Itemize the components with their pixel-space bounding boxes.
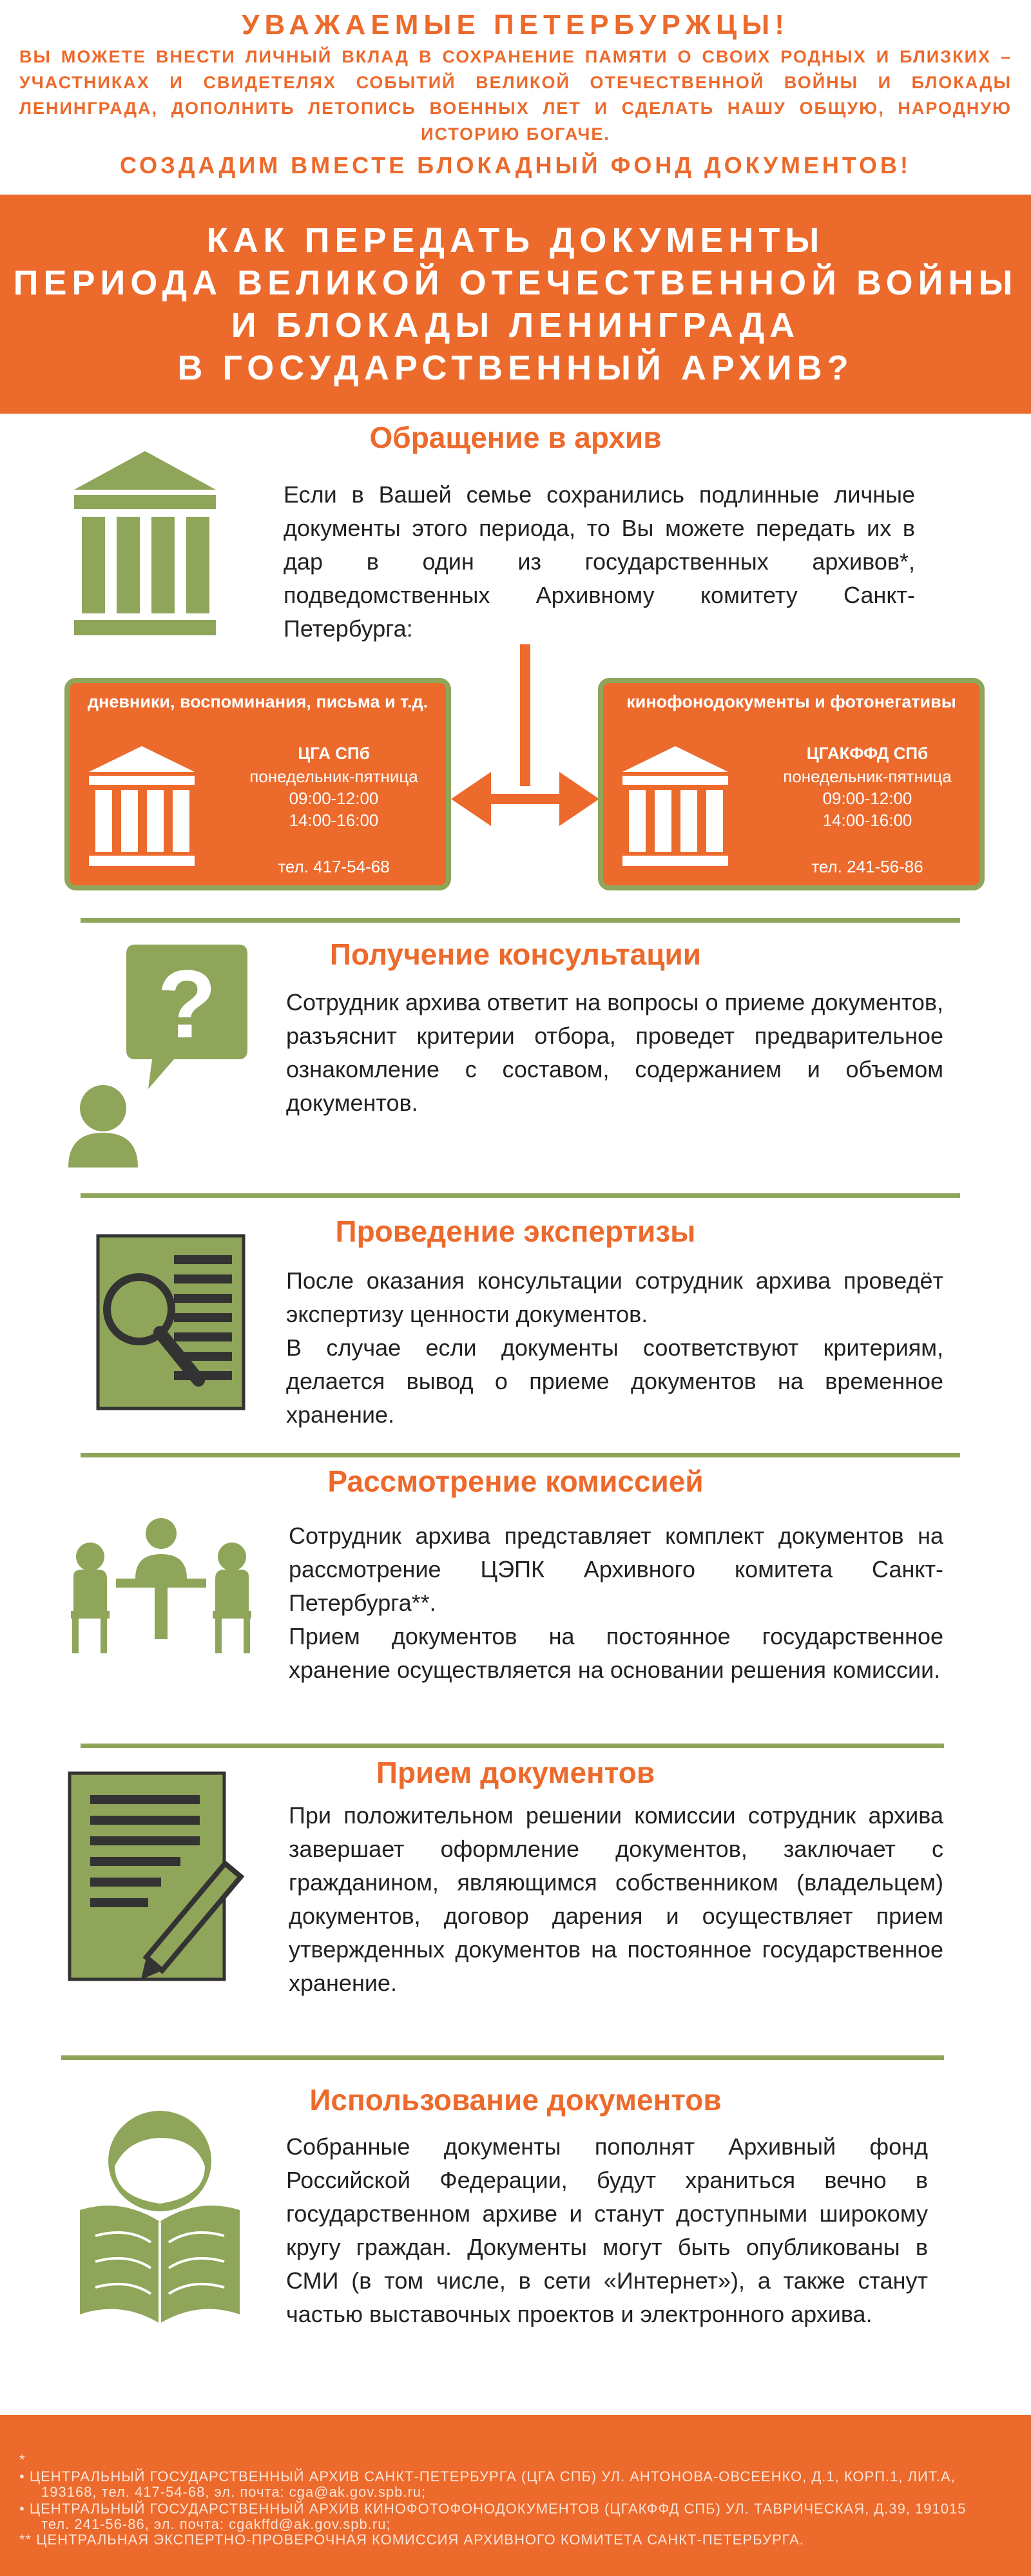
footer-notes: [0, 2415, 1031, 2576]
archive-days: понедельник-пятница: [249, 767, 418, 786]
step1-title: Обращение в архив: [369, 421, 662, 454]
divider: [61, 2055, 944, 2060]
step5-title: Прием документов: [376, 1756, 655, 1789]
intro-call: СОЗДАДИМ ВМЕСТЕ БЛОКАДНЫЙ ФОНД ДОКУМЕНТОВ!: [120, 152, 911, 178]
archive-card-cga: [64, 678, 451, 890]
footer-note-cgakffd: • ЦЕНТРАЛЬНЫЙ ГОСУДАРСТВЕННЫЙ АРХИВ КИНОФОТОФОНОДОКУМЕНТОВ (ЦГАКФФД СПБ) УЛ. ТАВРИЧЕСКАЯ, Д.39, 191015: [19, 2501, 967, 2517]
step5-text: При положительном решении комиссии сотрудник архива завершает оформление документов, заключает с гражданином, являющимся собственником (владельцем) документов, договор дарения и осуществляет прием утвержденных документов на постоянное государственное хранение.: [289, 1802, 943, 1996]
intro-section: [0, 0, 1031, 193]
banner-line-4: В ГОСУДАРСТВЕННЫЙ АРХИВ?: [177, 349, 854, 387]
commission-meeting-icon: [64, 1514, 258, 1656]
split-arrow-icon: [451, 644, 599, 838]
divider: [81, 1453, 960, 1457]
archive-category: дневники, воспоминания, письма и т.д.: [87, 692, 429, 711]
archive-days: понедельник-пятница: [783, 767, 952, 786]
divider: [81, 1744, 944, 1748]
archive-name: ЦГАКФФД СПб: [806, 744, 929, 763]
archive-category: кинофонодокументы и фотонегативы: [626, 692, 956, 711]
title-banner: [0, 195, 1031, 414]
archive-name: ЦГА СПб: [298, 744, 370, 763]
archive-building-icon: [68, 445, 222, 651]
banner-line-3: И БЛОКАДЫ ЛЕНИНГРАДА: [231, 306, 800, 345]
step4-title: Рассмотрение комиссией: [327, 1465, 704, 1498]
archive-card-cgakffd: [598, 678, 985, 890]
archive-phone: тел. 241-56-86: [811, 857, 923, 876]
archive-building-icon: [617, 742, 733, 871]
step4-text: [289, 1519, 943, 1687]
step3-text: [286, 1264, 943, 1432]
banner-line-2: ПЕРИОДА ВЕЛИКОЙ ОТЕЧЕСТВЕННОЙ ВОЙНЫ: [13, 264, 1018, 302]
step3-text-2: В случае если документы соответствуют критериям, делается вывод о приеме документов на временное хранение.: [286, 1334, 943, 1428]
footer-note-cga: • ЦЕНТРАЛЬНЫЙ ГОСУДАРСТВЕННЫЙ АРХИВ САНКТ-ПЕТЕРБУРГА (ЦГА СПБ) УЛ. АНТОНОВА-ОВСЕЕНКО, Д.1, КОРП.1, ЛИТ.А,: [19, 2468, 956, 2485]
step4-text-2: Прием документов на постоянное государственное хранение осуществляется на основании решения комиссии.: [289, 1623, 943, 1683]
footer-star: *: [19, 2452, 26, 2468]
step6-text: Собранные документы пополнят Архивный фонд Российской Федерации, будут храниться вечно в государственном архиве и станут доступными широкому кругу граждан. Документы могут быть опубликованы в СМИ (в том числе, в сети «Интернет»), а также станут частью выставочных проектов и электронного архива.: [286, 2133, 928, 2327]
step6-title: Использование документов: [309, 2083, 722, 2117]
step4-text-1: Сотрудник архива представляет комплект документов на рассмотрение ЦЭПК Архивного комитета Санкт-Петербурга**.: [289, 1523, 943, 1616]
archive-hours-morning: 09:00-12:00: [289, 789, 379, 808]
archive-hours-afternoon: 14:00-16:00: [289, 811, 379, 830]
footer-note-cgakffd-contacts: тел. 241-56-86, эл. почта: cgakffd@ak.gov.spb.ru;: [41, 2516, 391, 2532]
divider: [81, 918, 960, 923]
consultation-question-icon: [64, 941, 251, 1173]
document-signing-icon: [64, 1769, 258, 1988]
step1-text: Если в Вашей семье сохранились подлинные личные документы этого периода, то Вы можете передать их в дар в один из государственных архивов*, подведомственных Архивному комитету Санкт-Петербурга:: [284, 481, 915, 642]
archive-building-icon: [84, 742, 200, 871]
banner-title: [0, 219, 1031, 389]
archive-hours-afternoon: 14:00-16:00: [822, 811, 912, 830]
step2-title: Получение консультации: [329, 937, 702, 971]
reader-book-icon: [76, 2107, 244, 2326]
footer-note-cepk: ** ЦЕНТРАЛЬНАЯ ЭКСПЕРТНО-ПРОВЕРОЧНАЯ КОМИССИЯ АРХИВНОГО КОМИТЕТА САНКТ-ПЕТЕРБУРГА.: [19, 2532, 804, 2548]
document-magnifier-icon: [90, 1232, 251, 1412]
intro-heading: УВАЖАЕМЫЕ ПЕТЕРБУРЖЦЫ!: [242, 9, 789, 41]
step3-text-1: После оказания консультации сотрудник архива проведёт экспертизу ценности документов.: [286, 1267, 943, 1327]
archive-phone: тел. 417-54-68: [278, 857, 390, 876]
svg-text:?: ?: [157, 950, 217, 1058]
intro-text: ВЫ МОЖЕТЕ ВНЕСТИ ЛИЧНЫЙ ВКЛАД В СОХРАНЕНИЕ ПАМЯТИ О СВОИХ РОДНЫХ И БЛИЗКИХ – УЧАСТНИКАХ И СВИДЕТЕЛЯХ СОБЫТИЙ ВЕЛИКОЙ ОТЕЧЕСТВЕННОЙ ВОЙНЫ И БЛОКАДЫ ЛЕНИНГРАДА, ДОПОЛНИТЬ ЛЕТОПИСЬ ВОЕННЫХ ЛЕТ И СДЕЛАТЬ НАШУ ОБЩУЮ, НАРОДНУЮ ИСТОРИЮ БОГАЧЕ.: [19, 47, 1012, 144]
banner-line-1: КАК ПЕРЕДАТЬ ДОКУМЕНТЫ: [206, 221, 825, 260]
footer-note-cga-address: 193168, тел. 417-54-68, эл. почта: cga@ak.gov.spb.ru;: [41, 2484, 427, 2500]
archive-hours-morning: 09:00-12:00: [822, 789, 912, 808]
divider: [81, 1193, 960, 1198]
step2-text: Сотрудник архива ответит на вопросы о приеме документов, разъяснит критерии отбора, проведет предварительное ознакомление с составом, содержанием и объемом документов.: [286, 989, 943, 1116]
step3-title: Проведение экспертизы: [335, 1215, 696, 1248]
